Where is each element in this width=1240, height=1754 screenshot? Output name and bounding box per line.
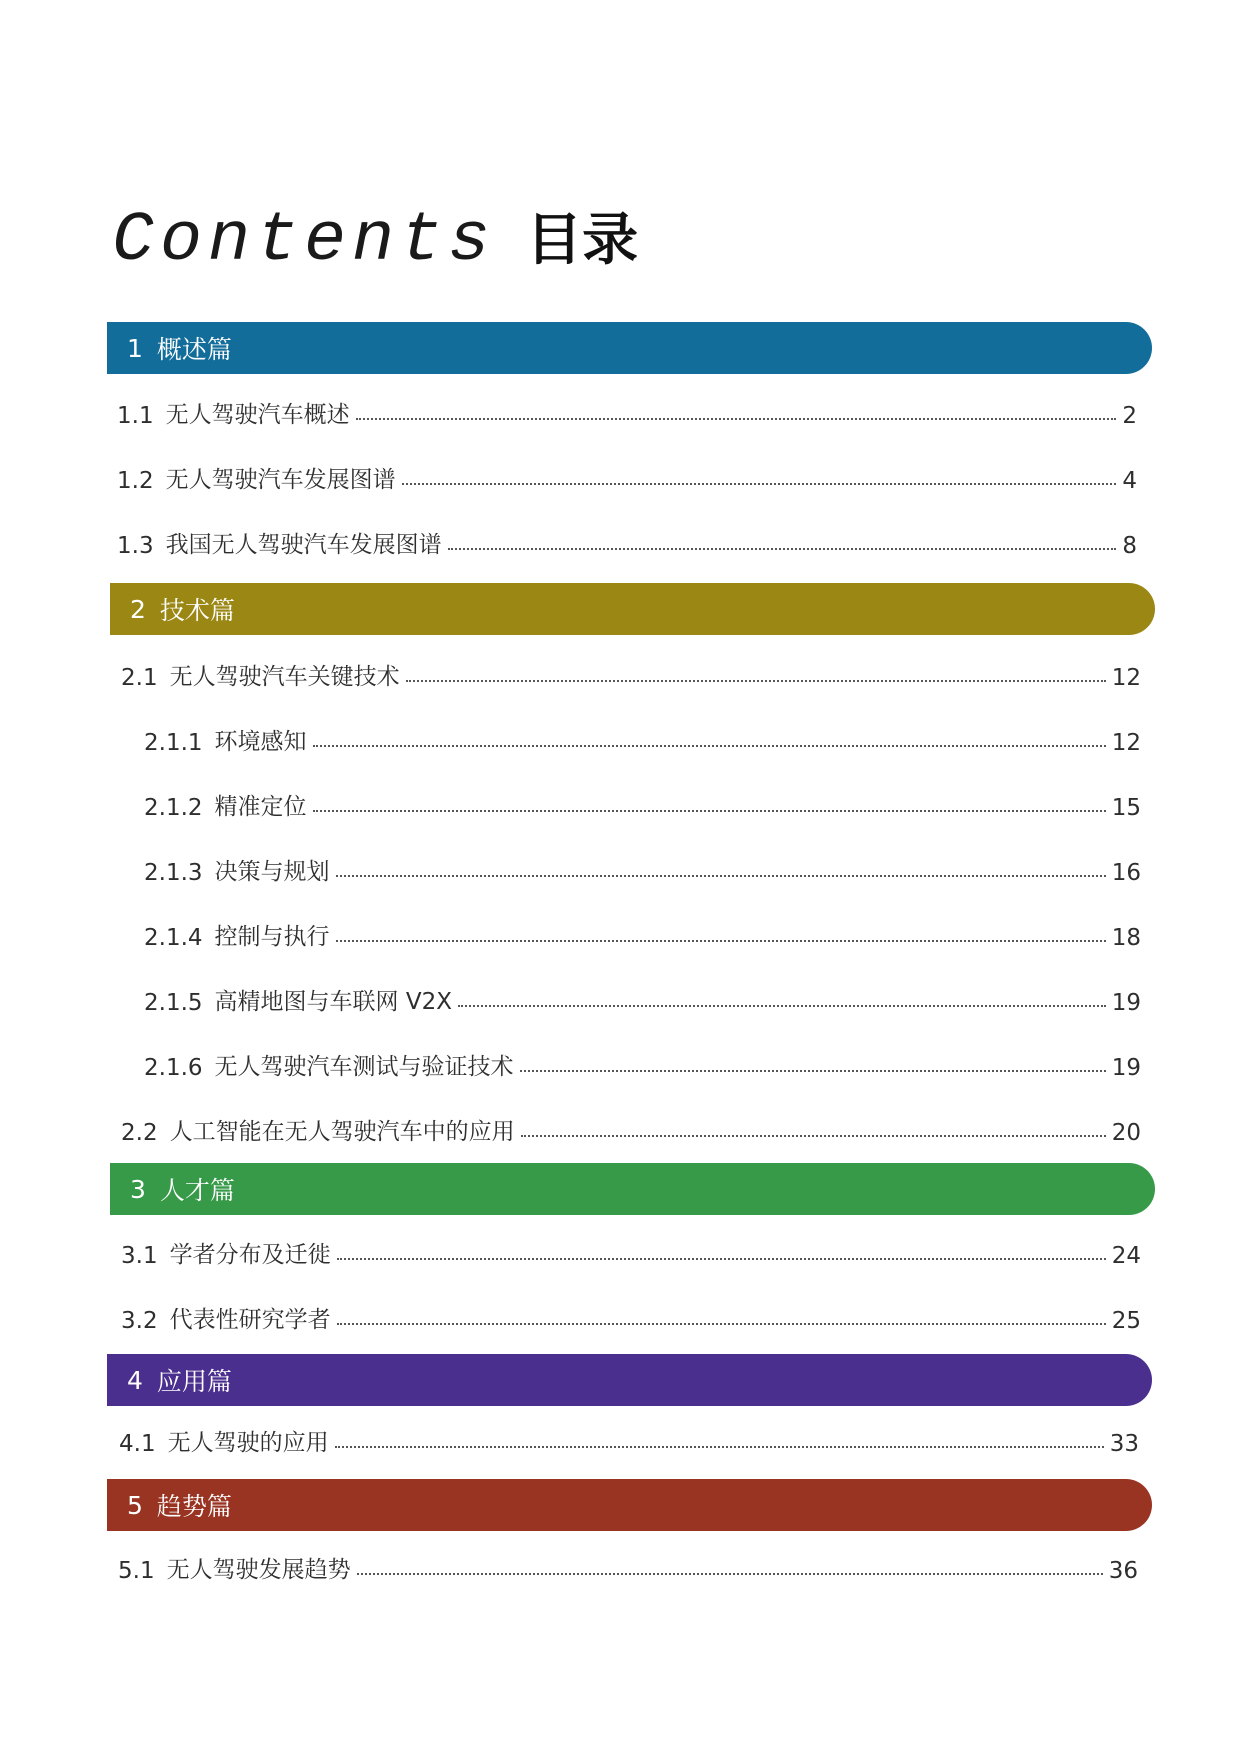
toc-entry-title: 无人驾驶汽车发展图谱 <box>165 467 396 493</box>
toc-entry-title: 决策与规划 <box>214 859 330 885</box>
dot-leader <box>402 483 1117 485</box>
section-number: 4 <box>127 1365 143 1395</box>
toc-subentry[interactable] <box>144 980 1141 1016</box>
toc-subentry[interactable] <box>144 915 1141 951</box>
toc-entry-title: 无人驾驶汽车关键技术 <box>169 664 400 690</box>
page-title <box>112 196 638 286</box>
dot-leader <box>336 875 1106 877</box>
toc-subentry[interactable] <box>144 1045 1141 1081</box>
section-header-talent[interactable] <box>110 1163 1155 1215</box>
toc-entry[interactable] <box>117 523 1137 559</box>
toc-entry-page: 4 <box>1122 468 1137 494</box>
dot-leader <box>337 1323 1106 1325</box>
dot-leader <box>357 1573 1103 1575</box>
section-label: 应用篇 <box>156 1367 232 1396</box>
section-header-trend[interactable] <box>107 1479 1152 1531</box>
dot-leader <box>356 418 1117 420</box>
toc-entry-number: 1.3 <box>117 533 154 559</box>
toc-entry-title: 我国无人驾驶汽车发展图谱 <box>165 532 442 558</box>
section-number: 2 <box>130 594 146 624</box>
toc-entry-title: 无人驾驶的应用 <box>167 1430 329 1456</box>
section-header-application[interactable] <box>107 1354 1152 1406</box>
dot-leader <box>337 1258 1106 1260</box>
section-label: 趋势篇 <box>156 1492 232 1521</box>
toc-subentry[interactable] <box>144 785 1141 821</box>
section-label: 技术篇 <box>159 596 235 625</box>
toc-entry-page: 12 <box>1111 665 1141 691</box>
toc-entry-title: 无人驾驶汽车测试与验证技术 <box>214 1054 514 1080</box>
toc-entry-page: 15 <box>1111 795 1141 821</box>
toc-entry-page: 12 <box>1111 730 1141 756</box>
toc-entry[interactable] <box>121 1298 1141 1334</box>
dot-leader <box>520 1070 1106 1072</box>
section-header-technology[interactable] <box>110 583 1155 635</box>
toc-entry-number: 3.1 <box>121 1243 158 1269</box>
dot-leader <box>458 1005 1106 1007</box>
toc-entry-number: 4.1 <box>119 1431 156 1457</box>
toc-entry[interactable] <box>117 393 1137 429</box>
title-english: Contents <box>112 202 497 281</box>
toc-entry-number: 2.1.1 <box>144 730 203 756</box>
toc-entry-title: 无人驾驶汽车概述 <box>165 402 350 428</box>
toc-entry[interactable] <box>118 1548 1138 1584</box>
toc-entry-title: 代表性研究学者 <box>169 1307 331 1333</box>
toc-entry-title: 无人驾驶发展趋势 <box>166 1557 351 1583</box>
toc-entry-page: 8 <box>1122 533 1137 559</box>
dot-leader <box>313 810 1106 812</box>
section-number: 5 <box>127 1490 143 1520</box>
toc-entry[interactable] <box>121 1233 1141 1269</box>
toc-entry-number: 2.1.5 <box>144 990 203 1016</box>
toc-entry-page: 36 <box>1108 1558 1138 1584</box>
toc-entry-title: 控制与执行 <box>214 924 330 950</box>
dot-leader <box>335 1446 1104 1448</box>
toc-entry-page: 24 <box>1111 1243 1141 1269</box>
toc-entry[interactable] <box>121 1110 1141 1146</box>
toc-entry-title: 学者分布及迁徙 <box>169 1242 331 1268</box>
toc-entry-title: 精准定位 <box>214 794 307 820</box>
toc-entry[interactable] <box>117 458 1137 494</box>
section-label: 人才篇 <box>159 1176 235 1205</box>
toc-subentry[interactable] <box>144 720 1141 756</box>
toc-entry-number: 1.1 <box>117 403 154 429</box>
section-label: 概述篇 <box>156 335 232 364</box>
toc-entry-number: 3.2 <box>121 1308 158 1334</box>
toc-entry-number: 2.1.4 <box>144 925 203 951</box>
dot-leader <box>336 940 1106 942</box>
toc-entry-page: 19 <box>1111 1055 1141 1081</box>
toc-subentry[interactable] <box>144 850 1141 886</box>
dot-leader <box>313 745 1106 747</box>
toc-entry-page: 2 <box>1122 403 1137 429</box>
toc-entry-page: 16 <box>1111 860 1141 886</box>
section-number: 3 <box>130 1174 146 1204</box>
toc-entry[interactable] <box>119 1421 1139 1457</box>
toc-entry-number: 2.1 <box>121 665 158 691</box>
toc-entry-number: 1.2 <box>117 468 154 494</box>
toc-entry-number: 2.1.3 <box>144 860 203 886</box>
toc-entry-title: 环境感知 <box>214 729 307 755</box>
toc-entry-number: 2.1.2 <box>144 795 203 821</box>
toc-entry-page: 25 <box>1111 1308 1141 1334</box>
toc-entry-title: 高精地图与车联网 V2X <box>214 989 452 1015</box>
toc-entry[interactable] <box>121 655 1141 691</box>
toc-entry-title: 人工智能在无人驾驶汽车中的应用 <box>169 1119 515 1145</box>
toc-entry-number: 2.1.6 <box>144 1055 203 1081</box>
dot-leader <box>521 1135 1106 1137</box>
toc-entry-page: 19 <box>1111 990 1141 1016</box>
toc-entry-number: 5.1 <box>118 1558 155 1584</box>
toc-entry-number: 2.2 <box>121 1120 158 1146</box>
toc-entry-page: 20 <box>1111 1120 1141 1146</box>
section-number: 1 <box>127 333 143 363</box>
section-header-overview[interactable] <box>107 322 1152 374</box>
toc-entry-page: 33 <box>1109 1431 1139 1457</box>
dot-leader <box>448 548 1117 550</box>
title-chinese: 目录 <box>526 208 639 273</box>
dot-leader <box>406 680 1106 682</box>
toc-entry-page: 18 <box>1111 925 1141 951</box>
